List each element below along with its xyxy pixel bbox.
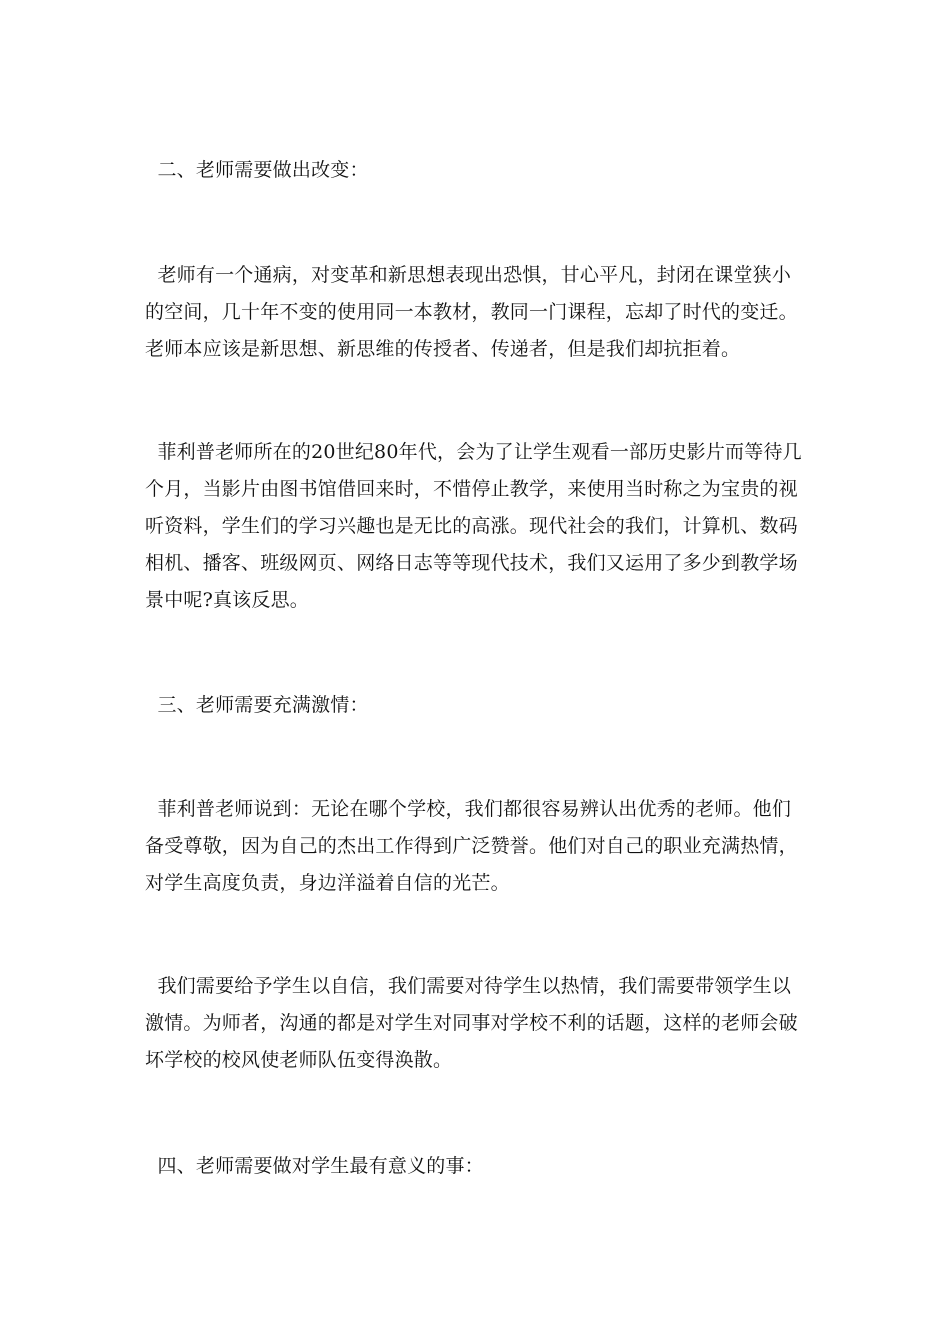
section-heading-2: 二、老师需要做出改变： [145,159,369,181]
paragraph-2: 菲利普老师所在的20世纪80年代，会为了让学生观看一部历史影片而等待几个月，当影片由图书馆借回来时，不惜停止教学，来使用当时称之为宝贵的视听资料，学生们的学习兴趣也是无比的高涨。现代社会的我们，计算机、数码相机、播客、班级网页、网络日志等等现代技术，我们又运用了多少到教学场景中呢?真该反思。 [145,441,802,611]
paragraph-1: 老师有一个通病，对变革和新思想表现出恐惧，甘心平凡，封闭在课堂狭小的空间，几十年不变的使用同一本教材，教同一门课程，忘却了时代的变迁。老师本应该是新思想、新思维的传授者、传递者，但是我们却抗拒着。 [145,264,798,360]
paragraph-4: 我们需要给予学生以自信，我们需要对待学生以热情，我们需要带领学生以激情。为师者，沟通的都是对学生对同事对学校不利的话题，这样的老师会破坏学校的校风使老师队伍变得涣散。 [145,975,798,1071]
paragraph-3: 菲利普老师说到：无论在哪个学校，我们都很容易辨认出优秀的老师。他们备受尊敬，因为自己的杰出工作得到广泛赞誉。他们对自己的职业充满热情，对学生高度负责，身边洋溢着自信的光芒。 [145,798,798,894]
section-heading-4: 四、老师需要做对学生最有意义的事： [145,1155,484,1177]
section-heading-3: 三、老师需要充满激情： [145,694,369,716]
